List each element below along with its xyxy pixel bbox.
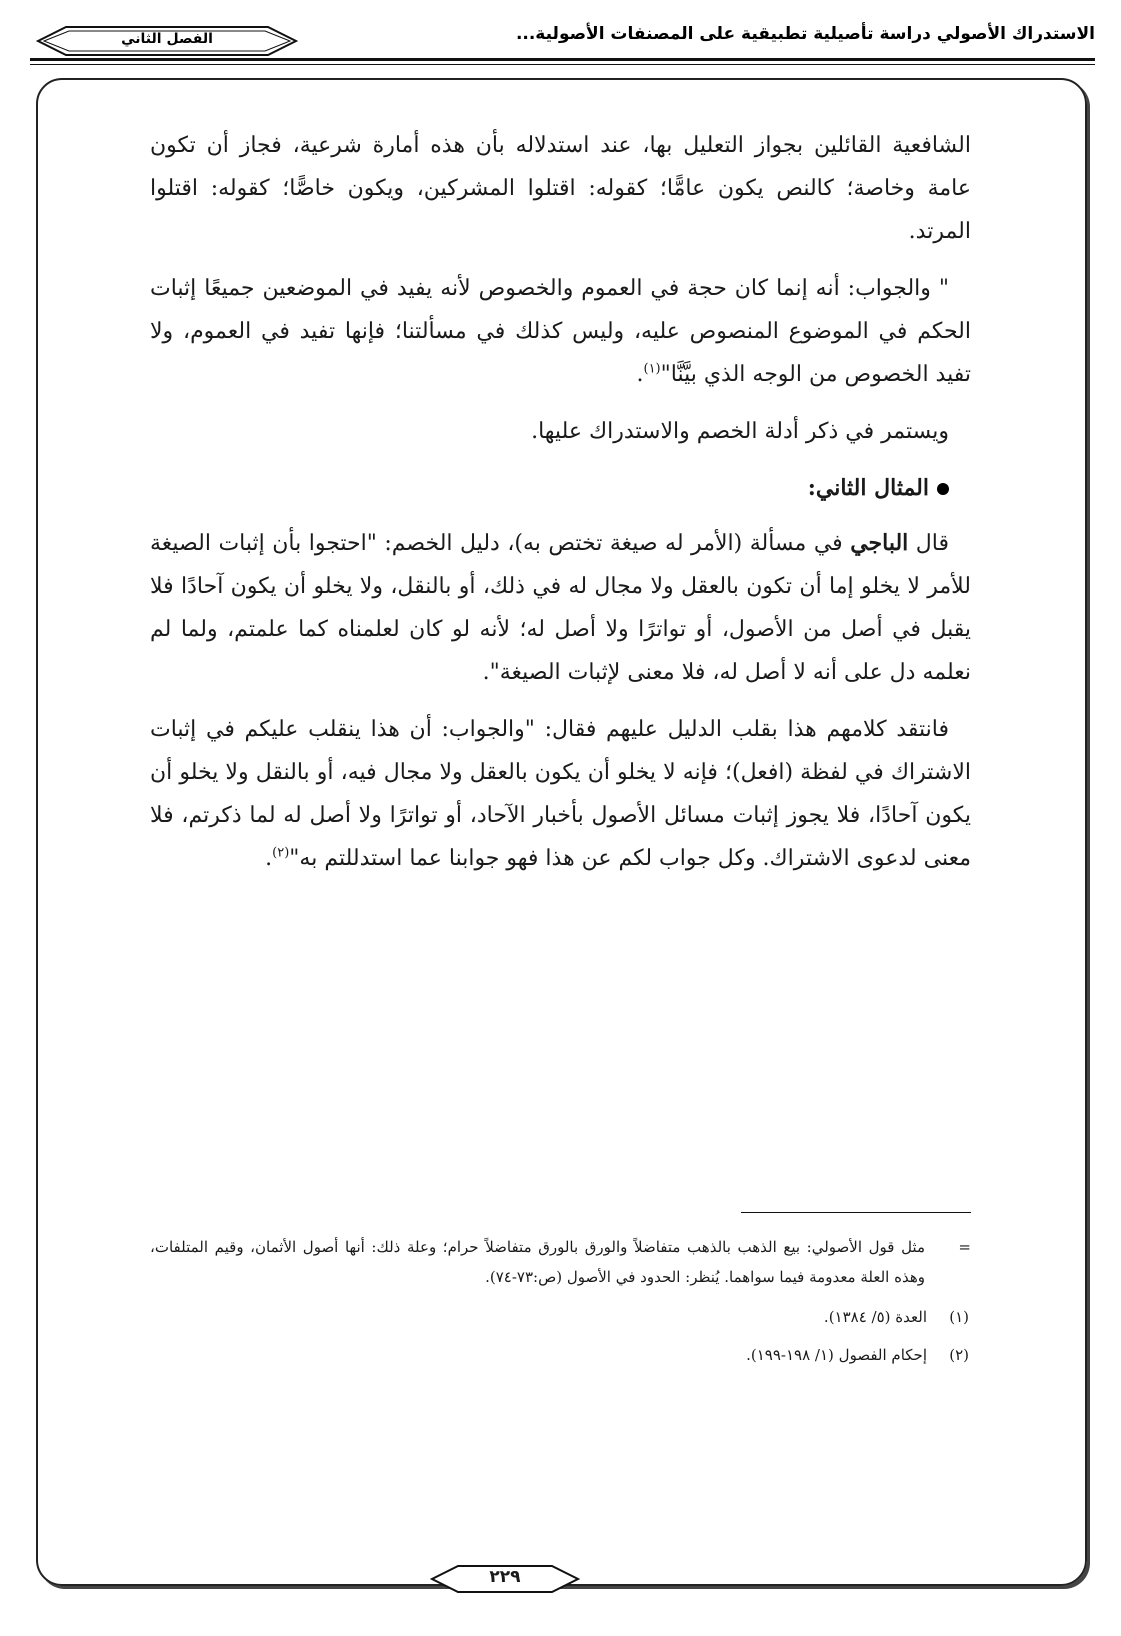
page-header	[30, 18, 1095, 62]
section-heading-text: المثال الثاني:	[807, 475, 929, 501]
footnotes	[150, 1232, 971, 1378]
paragraph-2	[150, 267, 971, 396]
paragraph-4-pre: قال	[908, 531, 950, 556]
footnote-text: إحكام الفصول (١/ ١٩٨-١٩٩).	[746, 1346, 927, 1364]
footnote-text: العدة (٥/ ١٣٨٤).	[823, 1308, 927, 1326]
page-body	[150, 124, 971, 894]
paragraph-2-end: .	[636, 362, 644, 387]
paragraph-5	[150, 708, 971, 880]
paragraph-4-post: في مسألة (الأمر له صيغة تختص به)، دليل الخصم: "احتجوا بأن إثبات الصيغة للأمر لا يخلو إما أن تكون بالعقل ولا مجال له في ذلك، أو بالنقل، ولا يخلو أن يكون آحادًا فلا يقبل في أصل من الأصول، أو تواترًا ولا أصل له؛ لأنه لو كان لعلمناه كما علمتم، ولما لم نعلمه دل على أنه لا أصل له، فلا معنى لإثبات الصيغة".	[150, 531, 971, 685]
page-number-badge	[430, 1563, 580, 1595]
footnote-number: (٢)	[949, 1346, 969, 1364]
book-title: الاستدراك الأصولي دراسة تأصيلية تطبيقية على المصنفات الأصولية...	[515, 24, 1095, 44]
chapter-label: الفصل الثاني	[121, 31, 213, 47]
chapter-tab	[36, 24, 298, 58]
footnote-item	[150, 1340, 971, 1370]
footnote-ref-2[interactable]: (٢)	[272, 845, 290, 861]
footnote-ref-1[interactable]: (١)	[643, 361, 661, 377]
footnote-continuation	[150, 1232, 971, 1292]
footnote-continuation-mark: =	[958, 1238, 971, 1256]
footnote-item	[150, 1302, 971, 1332]
header-rule	[30, 58, 1095, 61]
footnote-number: (١)	[949, 1308, 969, 1326]
paragraph-2-text: " والجواب: أنه إنما كان حجة في العموم والخصوص لأنه يفيد في الموضعين جميعًا إثبات الحكم في الموضوع المنصوص عليه، وليس كذلك في مسألتنا؛ فإنها تفيد في العموم، ولا تفيد الخصوص من الوجه الذي بيَّنَّا"	[150, 276, 971, 387]
section-heading	[150, 467, 971, 510]
paragraph-3: ويستمر في ذكر أدلة الخصم والاستدراك عليها.	[531, 419, 949, 444]
paragraph-5-end: .	[265, 846, 273, 871]
paragraph-5-text: فانتقد كلامهم هذا بقلب الدليل عليهم فقال: "والجواب: أن هذا ينقلب عليكم في إثبات الاشتراك في لفظة (افعل)؛ فإنه لا يخلو أن يكون بالعقل ولا مجال فيه، أو بالنقل ولا يخلو أن يكون آحادًا، فلا يجوز إثبات مسائل الأصول بأخبار الآحاد، أو تواترًا ولا أصل له لما ذكرتم، فلا معنى لدعوى الاشتراك. وكل جواب لكم عن هذا فهو جوابنا عما استدللتم به"	[150, 717, 971, 871]
bullet-icon	[937, 483, 949, 495]
page-number: ٢٢٩	[489, 1567, 521, 1587]
paragraph-4	[150, 522, 971, 694]
footnote-continuation-text: مثل قول الأصولي: بيع الذهب بالذهب متفاضلاً والورق بالورق متفاضلاً حرام؛ وعلة ذلك: أنها أصول الأثمان، وقيم المتلفات، وهذه العلة معدومة فيما سواهما. يُنظر: الحدود في الأصول (ص:٧٣-٧٤).	[150, 1238, 925, 1286]
paragraph-1: الشافعية القائلين بجواز التعليل بها، عند استدلاله بأن هذه أمارة شرعية، فجاز أن تكون عامة وخاصة؛ كالنص يكون عامًّا؛ كقوله: اقتلوا المشركين، ويكون خاصًّا؛ كقوله: اقتلوا المرتد.	[150, 133, 971, 244]
author-name: الباجي	[850, 530, 909, 556]
footnote-separator	[741, 1212, 971, 1213]
header-rule-thin	[30, 64, 1095, 65]
